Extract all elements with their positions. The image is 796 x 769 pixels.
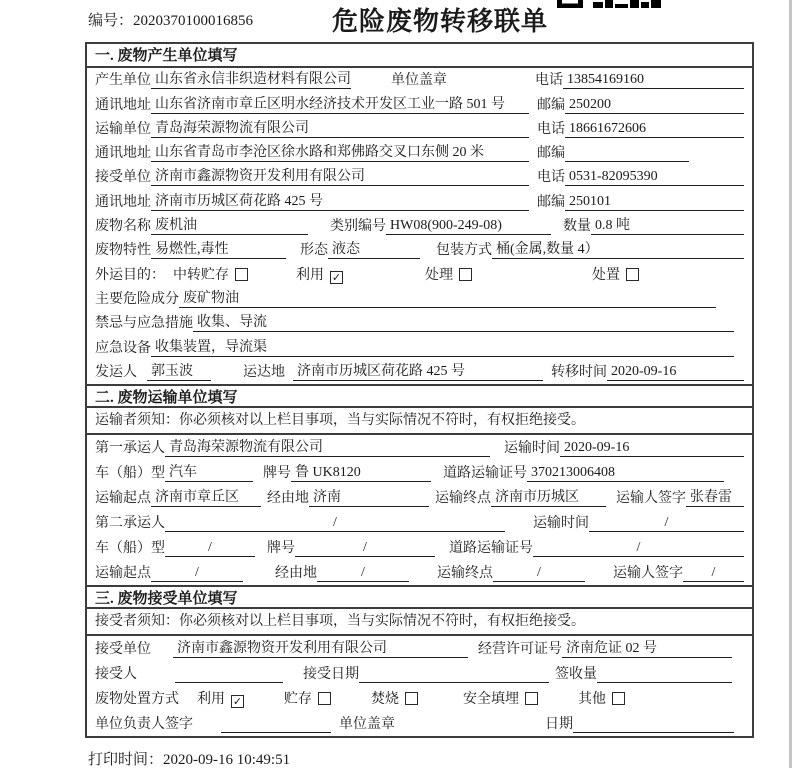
form-label: 形态 xyxy=(300,243,328,259)
phone-label: 电话 xyxy=(535,73,563,89)
row-disposal xyxy=(87,686,752,711)
category-value: HW08(900-249-08) xyxy=(386,218,551,235)
doc-number-label: 编号： xyxy=(88,13,134,29)
option-label: 其他 xyxy=(578,691,606,707)
receiver-notice: 接受者须知：你必须核对以上栏目事项，当与实际情况不符时，有权拒绝接受。 xyxy=(87,609,752,636)
carrier2-value: / xyxy=(165,515,505,532)
option-label: 贮存 xyxy=(284,691,312,707)
receive-unit3-value: 济南市鑫源物资开发利用有限公司 xyxy=(173,637,468,658)
row-route1 xyxy=(87,485,752,510)
phone-label: 电话 xyxy=(537,170,565,186)
checkbox-checked-icon: ✓ xyxy=(232,694,243,708)
signed-qty-value xyxy=(597,682,732,683)
print-time-value: 2020-09-16 10:49:51 xyxy=(163,752,291,768)
row-receive-unit xyxy=(87,165,752,189)
carrier1-value: 青岛海荣源物流有限公司 xyxy=(165,436,490,457)
plate-value: 鲁 UK8120 xyxy=(291,461,431,482)
hazard-value: 废矿物油 xyxy=(179,287,716,308)
hazard-label: 主要危险成分 xyxy=(95,291,179,307)
produce-unit-label: 产生单位 xyxy=(95,73,151,89)
transport-unit-label: 运输单位 xyxy=(95,121,151,137)
option-label: 安全填埋 xyxy=(463,691,519,707)
checkbox-icon xyxy=(318,692,331,705)
row-receiver-person xyxy=(87,661,752,686)
row-receive-addr xyxy=(87,189,752,213)
row-vehicle2 xyxy=(87,535,752,560)
row-hazard xyxy=(87,287,752,311)
transporter-sign-label: 运输人签字 xyxy=(616,490,686,506)
signed-qty-label: 签收量 xyxy=(555,666,597,682)
row-carrier2 xyxy=(87,510,752,535)
manifest-form xyxy=(85,42,754,738)
vehicle-type-label: 车（船）型 xyxy=(95,465,165,481)
checkbox-icon xyxy=(525,692,538,705)
dispatcher-label: 发运人 xyxy=(95,364,137,380)
transport-unit-value: 青岛海荣源物流有限公司 xyxy=(151,117,529,138)
plate-label: 牌号 xyxy=(263,465,291,481)
row-responsible-sign xyxy=(87,711,752,736)
route-end-value: 济南市历城区 xyxy=(491,486,606,507)
row-equipment xyxy=(87,335,752,359)
license-label: 经营许可证号 xyxy=(478,641,562,657)
transport-time2-value: / xyxy=(589,515,744,532)
row-produce-unit xyxy=(87,68,752,92)
produce-unit-value: 山东省永信非织造材料有限公司 xyxy=(151,68,351,89)
option-reuse xyxy=(296,264,343,284)
row-taboo xyxy=(87,311,752,335)
responsible-sign-label: 单位负责人签字 xyxy=(95,716,193,732)
route-start-label: 运输起点 xyxy=(95,565,151,581)
unit-stamp-label: 单位盖章 xyxy=(339,716,395,732)
waste-name-label: 废物名称 xyxy=(95,219,151,235)
receive-unit-value: 济南市鑫源物资开发利用有限公司 xyxy=(151,165,529,186)
road-permit2-value: / xyxy=(533,540,744,557)
page-edge-strip xyxy=(789,0,792,768)
row-transport-unit xyxy=(87,117,752,141)
packing-label: 包装方式 xyxy=(436,243,492,259)
receiver-label: 接受人 xyxy=(95,666,137,682)
transporter-sign-label: 运输人签字 xyxy=(613,565,683,581)
option-other xyxy=(578,688,625,708)
vehicle-type-label: 车（船）型 xyxy=(95,540,165,556)
option-label: 利用 xyxy=(197,691,225,707)
category-label: 类别编号 xyxy=(330,219,386,235)
row-carrier1 xyxy=(87,435,752,460)
transport-time-label: 运输时间 xyxy=(533,515,589,531)
waste-prop-label: 废物特性 xyxy=(95,243,151,259)
taboo-value: 收集、导流 xyxy=(193,311,734,332)
route-via2-value: / xyxy=(317,565,409,582)
page-title: 危险废物转移联单 xyxy=(331,7,548,36)
route-start-label: 运输起点 xyxy=(95,490,151,506)
addr-label: 通讯地址 xyxy=(95,146,151,162)
receive-unit-label: 接受单位 xyxy=(95,641,151,657)
addr-label: 通讯地址 xyxy=(95,97,151,113)
quantity-value: 0.8 吨 xyxy=(591,214,744,235)
route-end-label: 运输终点 xyxy=(437,565,493,581)
unit-stamp-label: 单位盖章 xyxy=(391,73,447,89)
receive-addr-value: 济南市历城区荷花路 425 号 xyxy=(151,190,529,211)
receive-date-label: 接受日期 xyxy=(303,666,359,682)
row-dispatch xyxy=(87,360,752,384)
qr-code-partial-icon xyxy=(557,0,661,8)
section-transporter xyxy=(87,384,752,585)
transporter-sign2-value: / xyxy=(683,565,744,582)
road-permit-label: 道路运输证号 xyxy=(443,465,527,481)
option-storage xyxy=(284,688,331,708)
responsible-sign-value xyxy=(221,732,331,733)
checkbox-icon xyxy=(459,268,472,281)
checkbox-icon xyxy=(405,692,418,705)
row-vehicle1 xyxy=(87,460,752,485)
doc-number-value: 2020370100016856 xyxy=(133,13,254,29)
taboo-label: 禁忌与应急措施 xyxy=(95,316,193,332)
checkbox-checked-icon: ✓ xyxy=(331,270,342,284)
row-route2 xyxy=(87,560,752,585)
produce-phone-value: 13854169160 xyxy=(563,72,744,89)
row-receive-unit3 xyxy=(87,636,752,661)
option-landfill xyxy=(463,688,538,708)
zip-label: 邮编 xyxy=(537,194,565,210)
option-transfer-storage xyxy=(173,264,248,284)
route-via-label: 经由地 xyxy=(275,565,317,581)
route-end2-value: / xyxy=(493,565,585,582)
produce-zip-value: 250200 xyxy=(565,97,744,114)
zip-label: 邮编 xyxy=(537,97,565,113)
option-label: 焚烧 xyxy=(371,691,399,707)
road-permit-value: 370213006408 xyxy=(527,465,724,482)
purpose-label: 外运目的： xyxy=(95,267,165,283)
form-value: 液态 xyxy=(328,238,420,259)
row-waste-name xyxy=(87,214,752,238)
receive-unit-label: 接受单位 xyxy=(95,170,151,186)
carrier1-label: 第一承运人 xyxy=(95,440,165,456)
transport-time-value: 2020-09-16 xyxy=(560,440,744,457)
print-time xyxy=(88,748,290,769)
date-value xyxy=(573,732,734,733)
plate-label: 牌号 xyxy=(267,540,295,556)
transport-addr-value: 山东省青岛市李沧区徐水路和郑佛路交叉口东侧 20 米 xyxy=(151,141,529,162)
row-produce-addr xyxy=(87,92,752,116)
option-label: 处理 xyxy=(425,267,453,283)
disposal-label: 废物处置方式 xyxy=(95,691,179,707)
transfer-time-value: 2020-09-16 xyxy=(607,364,744,381)
vehicle-type-value: 汽车 xyxy=(165,461,253,482)
print-time-label: 打印时间： xyxy=(88,752,164,768)
row-waste-prop xyxy=(87,238,752,262)
waste-name-value: 废机油 xyxy=(151,214,308,235)
row-transport-addr xyxy=(87,141,752,165)
receive-date-value xyxy=(359,682,549,683)
vehicle-type2-value: / xyxy=(165,540,255,557)
section2-header: 二. 废物运输单位填写 xyxy=(87,384,752,408)
receive-phone-value: 0531-82095390 xyxy=(565,169,744,186)
option-label: 中转贮存 xyxy=(173,267,229,283)
dispatcher-value: 郭玉波 xyxy=(147,360,211,381)
addr-label: 通讯地址 xyxy=(95,194,151,210)
transporter-notice: 运输者须知：你必须核对以上栏目事项，当与实际情况不符时，有权拒绝接受。 xyxy=(87,408,752,435)
date-label: 日期 xyxy=(545,716,573,732)
transport-phone-value: 18661672606 xyxy=(565,121,744,138)
section1-header: 一. 废物产生单位填写 xyxy=(87,44,752,68)
transport-time-label: 运输时间 xyxy=(504,440,560,456)
route-end-label: 运输终点 xyxy=(435,490,491,506)
checkbox-icon xyxy=(612,692,625,705)
route-via-value: 济南 xyxy=(309,486,429,507)
carrier2-label: 第二承运人 xyxy=(95,515,165,531)
section-producer xyxy=(87,44,752,384)
waste-prop-value: 易燃性,毒性 xyxy=(151,238,286,259)
transfer-time-label: 转移时间 xyxy=(551,364,607,380)
license-value: 济南危证 02 号 xyxy=(562,637,732,658)
receiver-value xyxy=(175,682,283,683)
row-purpose xyxy=(87,262,752,286)
option-label: 利用 xyxy=(296,267,324,283)
transport-zip-value xyxy=(565,161,689,162)
destination-label: 运达地 xyxy=(243,364,285,380)
option-treat xyxy=(425,264,472,284)
option-label: 处置 xyxy=(592,267,620,283)
phone-label: 电话 xyxy=(537,121,565,137)
produce-addr-value: 山东省济南市章丘区明水经济技术开发区工业一路 501 号 xyxy=(151,93,529,114)
checkbox-icon xyxy=(235,268,248,281)
section-receiver xyxy=(87,585,752,736)
route-start2-value: / xyxy=(151,565,243,582)
receive-zip-value: 250101 xyxy=(565,194,744,211)
route-via-label: 经由地 xyxy=(267,490,309,506)
equipment-value: 收集装置，导流渠 xyxy=(151,336,734,357)
zip-label: 邮编 xyxy=(537,146,565,162)
option-dispose xyxy=(592,264,639,284)
option-incinerate xyxy=(371,688,418,708)
destination-value: 济南市历城区荷花路 425 号 xyxy=(293,360,543,381)
transporter-sign-value: 张春雷 xyxy=(686,486,744,507)
route-start-value: 济南市章丘区 xyxy=(151,486,261,507)
plate2-value: / xyxy=(295,540,435,557)
quantity-label: 数量 xyxy=(563,219,591,235)
option-reuse xyxy=(197,688,244,708)
section3-header: 三. 废物接受单位填写 xyxy=(87,585,752,609)
equipment-label: 应急设备 xyxy=(95,340,151,356)
packing-value: 桶(金属,数量 4） xyxy=(492,238,744,259)
checkbox-icon xyxy=(626,268,639,281)
road-permit-label: 道路运输证号 xyxy=(449,540,533,556)
